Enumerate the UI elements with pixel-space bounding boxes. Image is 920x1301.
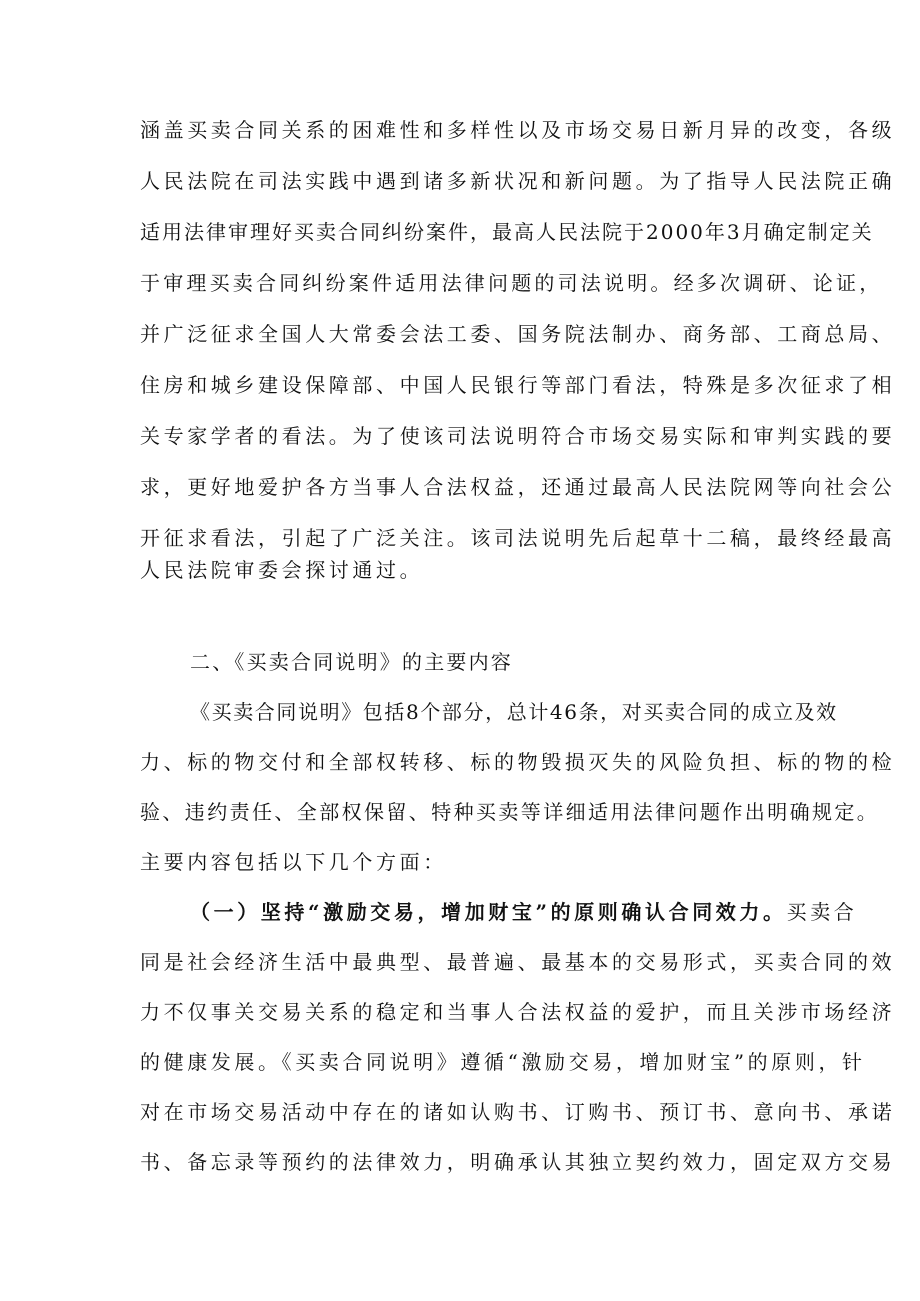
paragraph-line: 涵盖买卖合同关系的困难性和多样性以及市场交易日新月异的改变，各级 <box>140 118 896 142</box>
section-heading: 二、《买卖合同说明》的主要内容 <box>190 650 513 674</box>
lead-line-rest: 买卖合 <box>786 900 858 924</box>
paragraph-line: 并广泛征求全国人大常委会法工委、国务院法制办、商务部、工商总局、 <box>140 322 896 346</box>
paragraph-line: 关专家学者的看法。为了使该司法说明符合市场交易实际和审判实践的要 <box>140 424 896 448</box>
paragraph-line: 同是社会经济生活中最典型、最普遍、最基本的交易形式，买卖合同的效 <box>140 950 896 974</box>
paragraph-line: 《买卖合同说明》包括8个部分，总计46条，对买卖合同的成立及效 <box>190 700 838 724</box>
paragraph-line: 住房和城乡建设保障部、中国人民银行等部门看法，特殊是多次征求了相 <box>140 373 896 397</box>
paragraph-line: 人民法院审委会探讨通过。 <box>140 558 424 582</box>
paragraph-line: 开征求看法，引起了广泛关注。该司法说明先后起草十二稿，最终经最高 <box>140 526 896 550</box>
paragraph-line: 人民法院在司法实践中遇到诸多新状况和新问题。为了指导人民法院正确 <box>140 169 896 193</box>
bold-lead-text: （一）坚持“激励交易，增加财宝”的原则确认合同效力。 <box>190 900 787 924</box>
paragraph-line: 主要内容包括以下几个方面： <box>140 850 447 874</box>
paragraph-line: 求，更好地爱护各方当事人合法权益，还通过最高人民法院网等向社会公 <box>140 475 896 499</box>
paragraph-line: 力、标的物交付和全部权转移、标的物毁损灭失的风险负担、标的物的检 <box>140 750 896 774</box>
paragraph-line: 书、备忘录等预约的法律效力，明确承认其独立契约效力，固定双方交易 <box>140 1150 896 1174</box>
paragraph-line: 验、违约责任、全部权保留、特种买卖等详细适用法律问题作出明确规定。 <box>140 800 880 824</box>
paragraph-line: 力不仅事关交易关系的稳定和当事人合法权益的爱护，而且关涉市场经济 <box>140 1000 896 1024</box>
paragraph-line: 的健康发展。《买卖合同说明》遵循“激励交易，增加财宝”的原则，针 <box>140 1050 866 1074</box>
paragraph-line: 于审理买卖合同纠纷案件适用法律问题的司法说明。经多次调研、论证， <box>140 271 883 295</box>
paragraph-line: 适用法律审理好买卖合同纠纷案件，最高人民法院于2000年3月确定制定关 <box>140 220 874 244</box>
paragraph-line <box>190 892 858 932</box>
paragraph-line: 对在市场交易活动中存在的诸如认购书、订购书、预订书、意向书、承诺 <box>140 1100 896 1124</box>
